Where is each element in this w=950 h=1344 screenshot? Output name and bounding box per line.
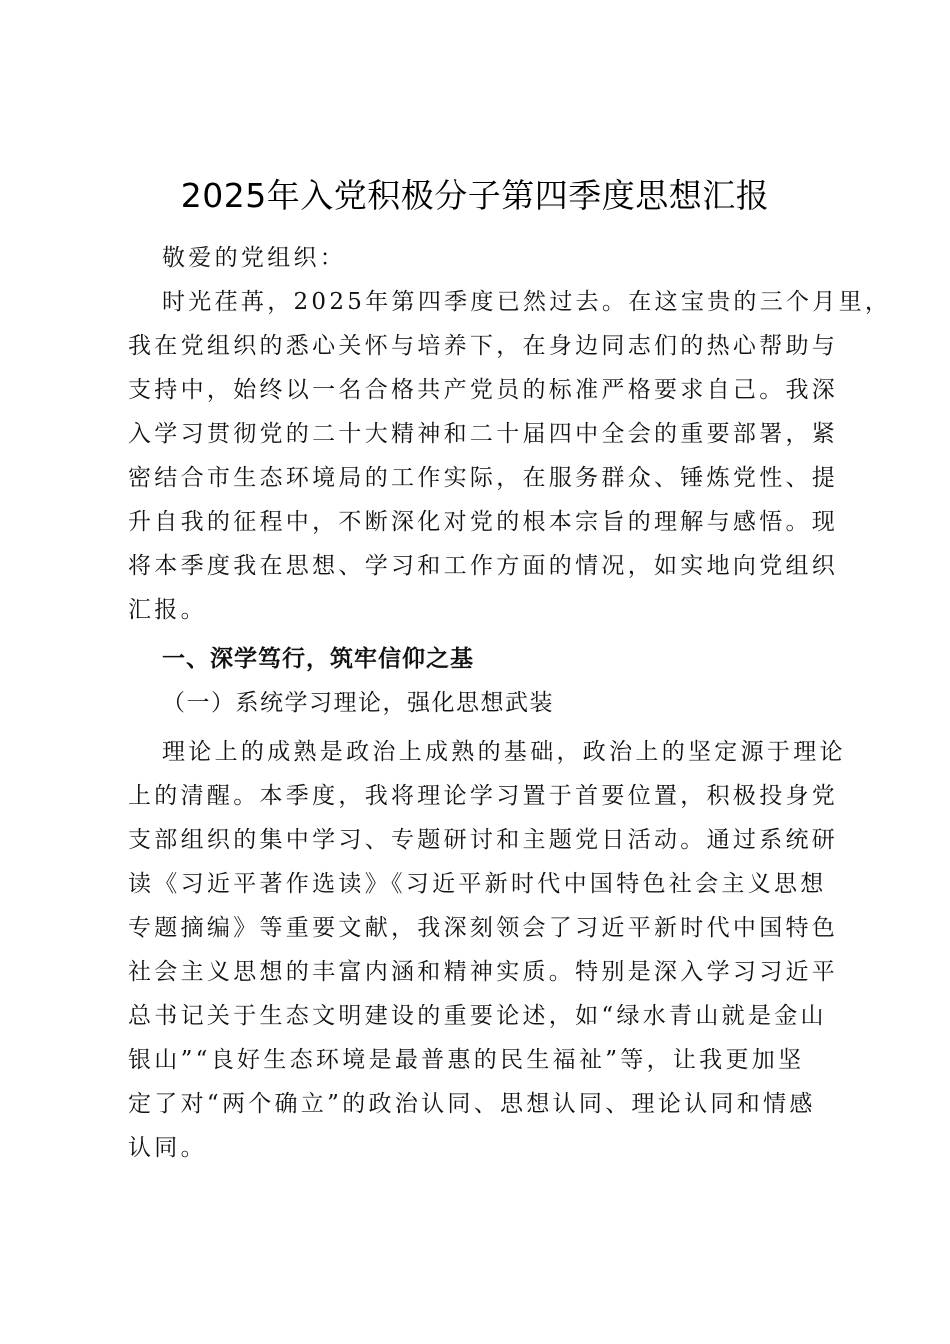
paragraph-line: 时光荏苒，2025年第四季度已然过去。在这宝贵的三个月里，: [162, 289, 892, 315]
document-body: [128, 236, 892, 1170]
paragraph-line: 社会主义思想的丰富内涵和精神实质。特别是深入学习习近平: [128, 959, 839, 985]
paragraph-line: 入学习贯彻党的二十大精神和二十届四中全会的重要部署，紧: [128, 421, 839, 447]
paragraph-line: 将本季度我在思想、学习和工作方面的情况，如实地向党组织: [128, 553, 839, 579]
paragraph-line: 总书记关于生态文明建设的重要论述，如“绿水青山就是金山: [128, 1003, 827, 1029]
paragraph-line: 认同。: [128, 1135, 207, 1161]
paragraph-line: 汇报。: [128, 597, 207, 623]
paragraph-line: 专题摘编》等重要文献，我深刻领会了习近平新时代中国特色: [128, 915, 839, 941]
section-heading: 一、深学笃行，筑牢信仰之基: [162, 646, 474, 672]
paragraph-line: 读《习近平著作选读》《习近平新时代中国特色社会主义思想: [128, 871, 827, 897]
section-paragraph: [128, 730, 848, 1170]
paragraph-line: 支部组织的集中学习、专题研讨和主题党日活动。通过系统研: [128, 827, 839, 853]
paragraph-line: 支持中，始终以一名合格共产党员的标准严格要求自己。我深: [128, 377, 839, 403]
intro-paragraph: [128, 280, 892, 632]
section-subheading: （一）系统学习理论，强化思想武装: [162, 690, 554, 716]
document-title: 2025年入党积极分子第四季度思想汇报: [180, 176, 770, 215]
paragraph-line: 密结合市生态环境局的工作实际，在服务群众、锤炼党性、提: [128, 465, 839, 491]
paragraph-line: 我在党组织的悉心关怀与培养下，在身边同志们的热心帮助与: [128, 333, 839, 359]
paragraph-line: 定了对“两个确立”的政治认同、思想认同、理论认同和情感: [128, 1091, 816, 1117]
salutation: 敬爱的党组织：: [162, 245, 347, 271]
paragraph-line: 理论上的成熟是政治上成熟的基础，政治上的坚定源于理论: [162, 739, 846, 765]
paragraph-line: 上的清醒。本季度，我将理论学习置于首要位置，积极投身党: [128, 783, 839, 809]
paragraph-line: 银山”“良好生态环境是最普惠的民生福祉”等，让我更加坚: [128, 1047, 805, 1073]
paragraph-line: 升自我的征程中，不断深化对党的根本宗旨的理解与感悟。现: [128, 509, 839, 535]
